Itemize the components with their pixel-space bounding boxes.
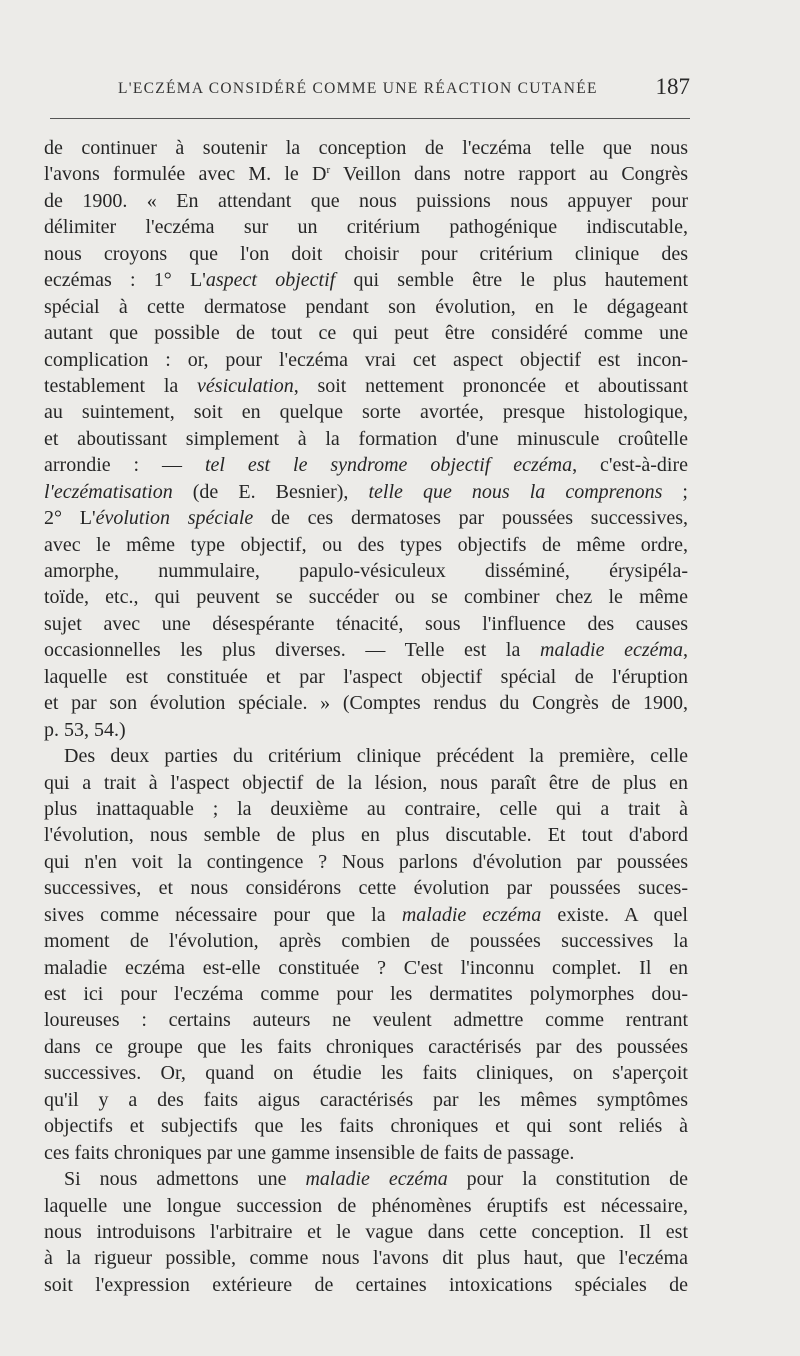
text-line xyxy=(44,1193,688,1219)
text-line xyxy=(44,1245,688,1271)
text-segment: toïde, etc., qui peuvent se succéder ou se combiner chez le même xyxy=(44,586,688,609)
page-number: 187 xyxy=(655,74,690,99)
italic-phrase: maladie eczéma xyxy=(401,903,542,926)
text-line xyxy=(44,1087,688,1113)
text-segment: successives. Or, quand on étudie les faits cliniques, on s'aperçoit xyxy=(44,1062,688,1085)
text-line xyxy=(44,770,688,796)
text-segment: de 1900. « En attendant que nous puissions nous appuyer pour xyxy=(44,189,688,212)
superscript: r xyxy=(326,164,331,177)
italic-phrase: tel est le syndrome objectif eczéma xyxy=(204,454,573,477)
text-segment: qui n'en voit la contingence ? Nous parlons d'évolution par poussées xyxy=(44,850,688,873)
italic-phrase: maladie eczéma xyxy=(540,639,683,662)
text-line xyxy=(44,1034,688,1060)
text-segment: moment de l'évolution, après combien de poussées successives la xyxy=(44,930,688,953)
body-text xyxy=(44,135,688,1298)
text-segment: délimiter l'eczéma sur un critérium pathogénique indiscutable, xyxy=(44,216,688,239)
italic-phrase: évolution spéciale xyxy=(95,507,254,530)
text-segment: , xyxy=(683,639,688,662)
text-line xyxy=(44,743,688,769)
text-line xyxy=(44,241,688,267)
text-line xyxy=(44,1166,688,1192)
italic-phrase: l'eczématisation xyxy=(44,480,173,503)
text-segment: sujet avec une désespérante ténacité, sous l'influence des causes xyxy=(44,612,688,635)
text-segment: maladie eczéma est-elle constituée ? C'est l'inconnu complet. Il en xyxy=(44,956,688,979)
text-line xyxy=(44,849,688,875)
text-line xyxy=(44,1219,688,1245)
text-segment: complication : or, pour l'eczéma vrai cet aspect objectif est incon- xyxy=(44,348,688,371)
text-line xyxy=(44,796,688,822)
text-segment: est ici pour l'eczéma comme pour les dermatites polymorphes dou- xyxy=(44,983,688,1005)
text-segment: (de E. Besnier), xyxy=(172,480,369,503)
text-line xyxy=(44,505,688,531)
text-line xyxy=(44,611,688,637)
text-segment: Veillon dans notre rapport au Congrès xyxy=(330,163,688,186)
text-segment: p. 53, 54.) xyxy=(44,718,126,741)
text-segment: Si nous admettons une xyxy=(64,1168,306,1191)
text-line xyxy=(44,637,688,663)
text-line xyxy=(44,875,688,901)
text-segment: dans ce groupe que les faits chroniques caractérisés par des poussées xyxy=(44,1035,688,1058)
text-segment: qui semble être le plus hautement xyxy=(335,269,688,292)
text-segment: l'avons formulée avec M. le D xyxy=(44,163,327,186)
text-line xyxy=(44,320,688,346)
text-segment: arrondie : — xyxy=(44,454,205,477)
text-segment: sives comme nécessaire pour que la xyxy=(44,903,402,926)
text-line xyxy=(44,664,688,690)
text-segment: soit l'expression extérieure de certaines intoxications spéciales de xyxy=(44,1273,688,1296)
text-segment: pour la constitution de xyxy=(447,1168,688,1191)
text-segment: qui a trait à l'aspect objectif de la lésion, nous paraît être de plus en xyxy=(44,771,688,794)
text-segment: amorphe, nummulaire, papulo-vésiculeux disséminé, érysipéla- xyxy=(44,560,688,582)
text-line xyxy=(44,1272,688,1298)
text-segment: au suintement, soit en quelque sorte avortée, presque histologique, xyxy=(44,401,688,424)
text-line xyxy=(44,558,688,584)
text-line xyxy=(44,1060,688,1086)
text-segment: existe. A quel xyxy=(541,903,688,926)
text-segment: laquelle une longue succession de phénomènes éruptifs est nécessaire, xyxy=(44,1194,688,1217)
text-line xyxy=(44,214,688,240)
text-segment: spécial à cette dermatose pendant son évolution, en le dégageant xyxy=(44,295,688,318)
text-segment: eczémas : 1° L' xyxy=(44,269,206,292)
text-line xyxy=(44,135,688,161)
italic-phrase: telle que nous la comprenons xyxy=(368,480,663,503)
text-segment: 2° L' xyxy=(44,507,96,530)
text-segment: de ces dermatoses par poussées successives, xyxy=(253,507,688,530)
text-line xyxy=(44,822,688,848)
text-segment: et par son évolution spéciale. » (Comptes rendus du Congrès de 1900, xyxy=(44,692,688,715)
text-line xyxy=(44,399,688,425)
text-line xyxy=(44,161,688,187)
italic-phrase: maladie eczéma xyxy=(305,1168,448,1191)
text-segment: autant que possible de tout ce qui peut être considéré comme une xyxy=(44,322,688,345)
text-segment: Des deux parties du critérium clinique précédent la première, celle xyxy=(64,745,688,768)
text-segment: et aboutissant simplement à la formation d'une minuscule croûtelle xyxy=(44,427,688,450)
text-line xyxy=(44,426,688,452)
text-line xyxy=(44,717,688,743)
text-line xyxy=(44,981,688,1007)
page-header xyxy=(118,74,690,106)
italic-phrase: aspect objectif xyxy=(205,269,336,292)
text-segment: qu'il y a des faits aigus caractérisés par les mêmes symptômes xyxy=(44,1088,688,1111)
text-segment: plus inattaquable ; la deuxième au contraire, celle qui a trait à xyxy=(44,797,688,820)
text-line xyxy=(44,928,688,954)
text-line xyxy=(44,690,688,716)
text-segment: nous introduisons l'arbitraire et le vague dans cette conception. Il est xyxy=(44,1220,688,1243)
text-line xyxy=(44,584,688,610)
text-segment: successives, et nous considérons cette évolution par poussées suces- xyxy=(44,877,688,900)
text-line xyxy=(44,902,688,928)
header-rule xyxy=(50,118,690,119)
text-segment: occasionnelles les plus diverses. — Telle est la xyxy=(44,639,541,662)
text-line xyxy=(44,479,688,505)
text-segment: testablement la xyxy=(44,374,198,397)
text-line xyxy=(44,373,688,399)
text-line xyxy=(44,347,688,373)
text-segment: nous croyons que l'on doit choisir pour critérium clinique des xyxy=(44,242,688,265)
text-segment: l'évolution, nous semble de plus en plus discutable. Et tout d'abord xyxy=(44,824,688,847)
text-line xyxy=(44,267,688,293)
text-line xyxy=(44,1007,688,1033)
text-line xyxy=(44,188,688,214)
text-segment: de continuer à soutenir la conception de l'eczéma telle que nous xyxy=(44,137,688,159)
text-segment: ces faits chroniques par une gamme insensible de faits de passage. xyxy=(44,1141,575,1164)
text-segment: , c'est-à-dire xyxy=(572,454,688,477)
text-line xyxy=(44,1140,688,1166)
text-line xyxy=(44,532,688,558)
text-line xyxy=(44,955,688,981)
text-segment: à la rigueur possible, comme nous l'avons dit plus haut, que l'eczéma xyxy=(44,1247,688,1270)
text-segment: laquelle est constituée et par l'aspect objectif spécial de l'éruption xyxy=(44,665,688,688)
text-segment: , soit nettement prononcée et aboutissant xyxy=(293,374,688,397)
text-segment: objectifs et subjectifs que les faits chroniques et qui sont reliés à xyxy=(44,1115,688,1138)
text-line xyxy=(44,452,688,478)
text-segment: ; xyxy=(662,480,688,503)
text-line xyxy=(44,1113,688,1139)
text-line xyxy=(44,294,688,320)
text-segment: loureuses : certains auteurs ne veulent admettre comme rentrant xyxy=(44,1009,688,1032)
italic-phrase: vésiculation xyxy=(197,374,294,397)
running-title: L'ECZÉMA CONSIDÉRÉ COMME UNE RÉACTION CUTANÉE xyxy=(118,80,598,97)
text-segment: avec le même type objectif, ou des types objectifs de même ordre, xyxy=(44,533,688,556)
